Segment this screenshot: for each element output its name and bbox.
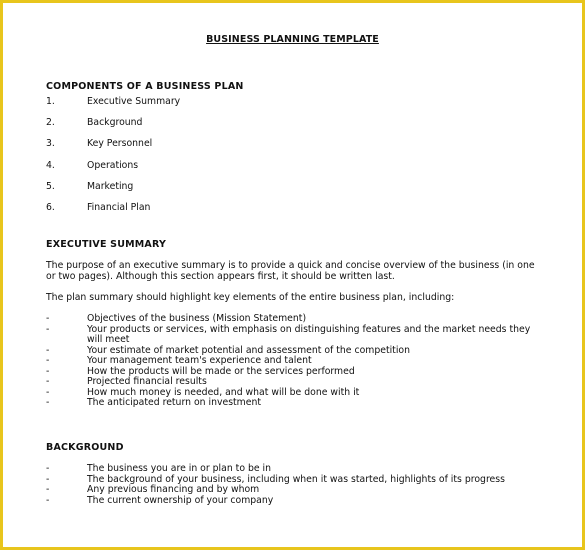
- bullet-text: Projected financial results: [87, 376, 207, 387]
- item-label: Background: [87, 117, 143, 129]
- list-item: [46, 160, 180, 181]
- document-title: BUSINESS PLANNING TEMPLATE: [206, 34, 379, 45]
- executive-summary-bullets: [46, 314, 537, 409]
- bullet-text: The anticipated return on investment: [87, 397, 261, 408]
- item-label: Key Personnel: [87, 138, 153, 150]
- bullet-dash: -: [46, 397, 50, 408]
- executive-summary-heading: EXECUTIVE SUMMARY: [46, 239, 167, 250]
- bullet-dash: -: [46, 365, 50, 377]
- executive-summary-paragraph: The purpose of an executive summary is to provide a quick and concise overview of the business (in one or two pages). Although this section appears first, it should be written last.: [46, 260, 535, 282]
- list-item: [46, 202, 180, 223]
- bullet-dash: -: [46, 344, 50, 356]
- bullet-text: Objectives of the business (Mission Statement): [87, 313, 307, 324]
- bullet-text: The background of your business, including when it was started, highlights of its progress: [87, 473, 505, 485]
- bullet-dash: -: [46, 386, 50, 398]
- background-heading: BACKGROUND: [46, 442, 124, 453]
- bullet-text: Your management team's experience and talent: [87, 355, 312, 366]
- bullet-text: How much money is needed, and what will be done with it: [87, 386, 360, 398]
- list-item: [46, 181, 180, 202]
- item-label: Financial Plan: [87, 201, 151, 213]
- bullet-text: Your products or services, with emphasis on distinguishing features and the market needs they will meet: [87, 323, 531, 345]
- components-list: [46, 96, 180, 223]
- bullet-dash: -: [46, 376, 50, 387]
- bullet-text: The current ownership of your company: [87, 494, 274, 506]
- bullet-dash: -: [46, 323, 50, 335]
- plan-summary-paragraph: The plan summary should highlight key elements of the entire business plan, including:: [46, 292, 455, 303]
- item-number: 3.: [46, 138, 55, 150]
- bullet-dash: -: [46, 494, 50, 506]
- components-heading: COMPONENTS OF A BUSINESS PLAN: [46, 81, 244, 92]
- list-item: [46, 96, 180, 117]
- bullet-text: The business you are in or plan to be in: [87, 463, 272, 474]
- bullet-text: Your estimate of market potential and assessment of the competition: [87, 344, 410, 356]
- document-page: [3, 3, 582, 547]
- item-label: Executive Summary: [87, 96, 181, 107]
- item-number: 5.: [46, 180, 55, 192]
- item-label: Marketing: [87, 180, 134, 192]
- list-item: [46, 325, 537, 346]
- item-number: 1.: [46, 96, 55, 107]
- bullet-dash: -: [46, 463, 50, 474]
- bullet-text: How the products will be made or the services performed: [87, 365, 355, 377]
- item-number: 2.: [46, 117, 55, 129]
- list-item: [46, 496, 537, 507]
- background-bullets: [46, 464, 537, 506]
- list-item: [46, 398, 537, 409]
- item-number: 4.: [46, 159, 55, 171]
- list-item: [46, 117, 180, 138]
- item-label: Operations: [87, 159, 139, 171]
- bullet-dash: -: [46, 473, 50, 485]
- bullet-text: Any previous financing and by whom: [87, 484, 260, 495]
- bullet-dash: -: [46, 484, 50, 495]
- item-number: 6.: [46, 201, 55, 213]
- bullet-dash: -: [46, 313, 50, 324]
- list-item: [46, 138, 180, 159]
- bullet-dash: -: [46, 355, 50, 366]
